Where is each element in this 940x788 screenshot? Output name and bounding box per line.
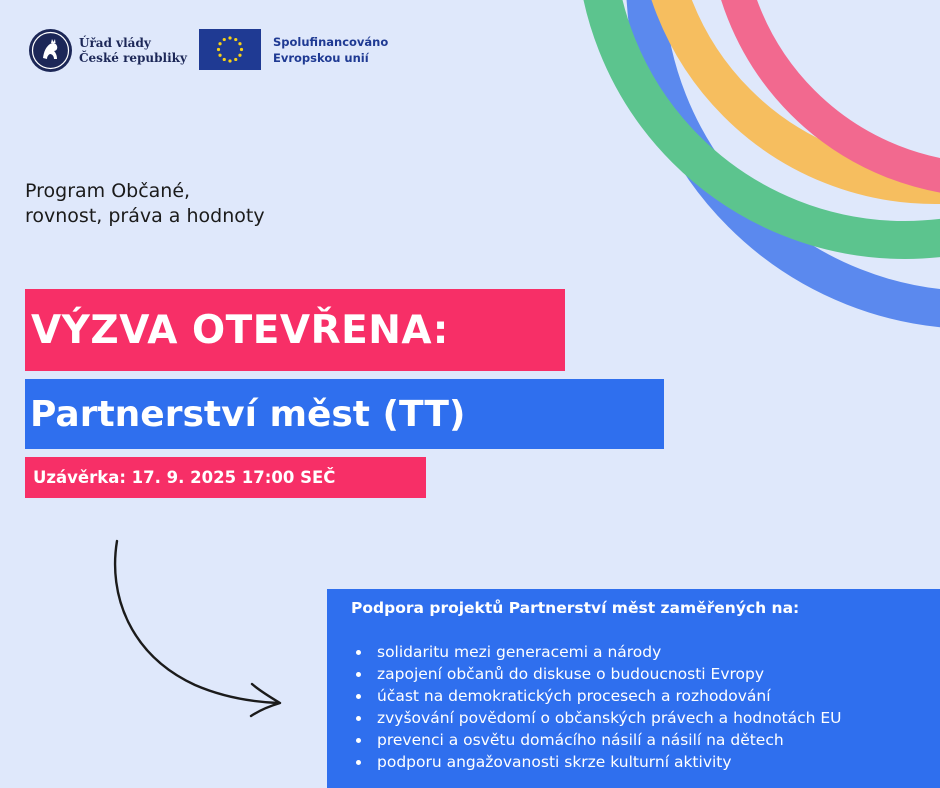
list-item: prevenci a osvětu domácího násilí a násilí na dětech (377, 729, 940, 751)
eu-cofunded-line2: Evropskou unií (273, 50, 369, 65)
list-item: zvyšování povědomí o občanských právech a hodnotách EU (377, 707, 940, 729)
government-office-name (79, 36, 187, 66)
government-office-line1: Úřad vlády (79, 35, 151, 50)
lion-emblem-icon (29, 29, 72, 72)
call-name-heading: Partnerství měst (TT) (30, 393, 466, 435)
call-open-heading: VÝZVA OTEVŘENA: (31, 307, 449, 353)
support-panel (327, 589, 940, 788)
program-name-line2: rovnost, práva a hodnoty (25, 205, 265, 227)
eu-cofunded-line1: Spolufinancováno (273, 34, 389, 49)
program-name (25, 179, 265, 229)
deadline-banner (25, 457, 426, 498)
support-list (351, 641, 940, 773)
deadline-text: Uzávěrka: 17. 9. 2025 17:00 SEČ (33, 468, 336, 487)
support-title: Podpora projektů Partnerství měst zaměřených na: (351, 599, 800, 617)
eu-cofunded-text (273, 34, 388, 66)
eu-flag-icon (199, 29, 261, 70)
government-office-logo (29, 29, 187, 72)
call-open-banner (25, 289, 565, 371)
curved-arrow-icon (100, 535, 290, 725)
program-name-line1: Program Občané, (25, 180, 191, 202)
call-name-banner (25, 379, 664, 449)
list-item: solidaritu mezi generacemi a národy (377, 641, 940, 663)
list-item: účast na demokratických procesech a rozhodování (377, 685, 940, 707)
list-item: zapojení občanů do diskuse o budoucnosti Evropy (377, 663, 940, 685)
list-item: podporu angažovanosti skrze kulturní aktivity (377, 751, 940, 773)
government-office-line2: České republiky (79, 50, 187, 65)
eu-cofunded-logo (199, 29, 388, 70)
